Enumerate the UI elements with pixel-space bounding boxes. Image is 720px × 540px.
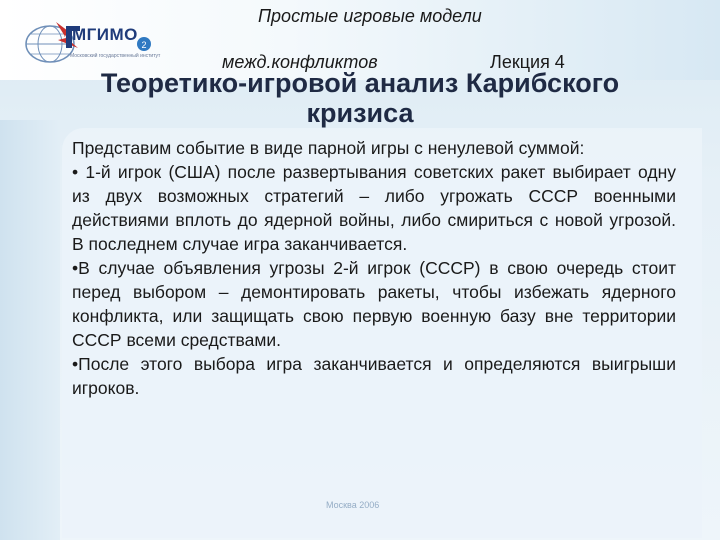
- logo-subtext: Московский государственный институт: [70, 53, 161, 59]
- footer-watermark: Москва 2006: [326, 500, 380, 510]
- course-title-line1: Простые игровые модели: [258, 6, 482, 26]
- lecture-number: Лекция 4: [490, 52, 565, 72]
- body-bullet-2: •В случае объявления угрозы 2-й игрок (СССР) в свою очередь стоит перед выбором – демонтировать ракеты, чтобы избежать ядерного конфликта, или защищать свою первую военную базу вне территории СССР всеми средствами.: [72, 258, 676, 350]
- left-decorative-stripe: [0, 120, 60, 540]
- body-bullet-3: •После этого выбора игра заканчивается и определяются выигрыши игроков.: [72, 354, 676, 398]
- slide-title-line2: кризиса: [306, 98, 414, 128]
- slide-body: [72, 136, 676, 400]
- logo-text: МГИМО: [72, 25, 138, 44]
- svg-text:2: 2: [141, 40, 147, 50]
- slide-title: [20, 68, 700, 128]
- body-bullet-1: • 1-й игрок (США) после развертывания советских ракет выбирает одну из двух возможных стратегий – либо угрожать СССР военными действиями вплоть до ядерной войны, либо смириться с новой угрозой. В последнем случае игра заканчивается.: [72, 162, 676, 254]
- slide-title-line1: Теоретико-игровой анализ Карибского: [100, 68, 620, 98]
- course-title-line2: межд.конфликтов: [222, 52, 378, 72]
- body-intro: Представим событие в виде парной игры с ненулевой суммой:: [72, 138, 585, 158]
